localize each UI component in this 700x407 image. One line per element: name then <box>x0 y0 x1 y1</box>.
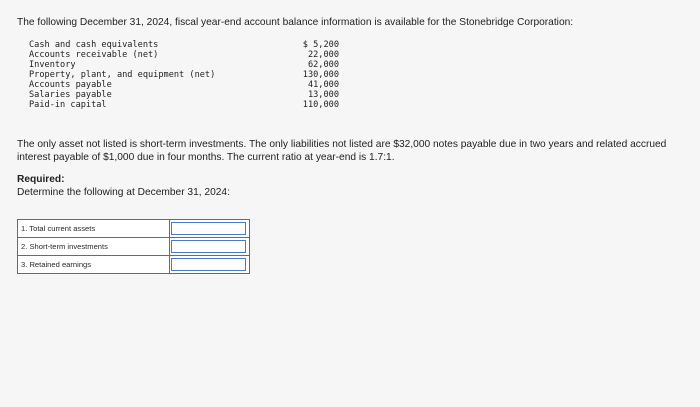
answer-table <box>17 219 250 274</box>
total-current-assets-input[interactable] <box>171 222 246 235</box>
balance-label: Paid-in capital <box>29 100 107 110</box>
balance-label: Accounts payable <box>29 80 112 90</box>
balance-row <box>29 90 339 100</box>
balance-label: Accounts receivable (net) <box>29 50 159 60</box>
balance-label: Cash and cash equivalents <box>29 40 159 50</box>
balance-row <box>29 100 339 110</box>
required-heading: Required: <box>17 174 65 185</box>
answer-row <box>18 256 250 274</box>
balance-label: Property, plant, and equipment (net) <box>29 70 216 80</box>
balance-value: $ 5,200 <box>302 40 339 50</box>
balance-value: 41,000 <box>307 80 339 90</box>
account-balances-list <box>29 40 339 110</box>
balance-row <box>29 60 339 70</box>
answer-input-cell <box>170 256 250 274</box>
answer-row <box>18 220 250 238</box>
answer-label: 3. Retained earnings <box>18 256 170 274</box>
balance-value: 130,000 <box>302 70 339 80</box>
retained-earnings-input[interactable] <box>171 258 246 271</box>
answer-input-cell <box>170 220 250 238</box>
balance-value: 13,000 <box>307 90 339 100</box>
balance-value: 22,000 <box>307 50 339 60</box>
intro-text: The following December 31, 2024, fiscal year-end account balance information is available for the Stonebridge Corporation: <box>17 17 574 28</box>
balance-row <box>29 50 339 60</box>
answer-label: 2. Short-term investments <box>18 238 170 256</box>
balance-label: Inventory <box>29 60 76 70</box>
balance-row <box>29 80 339 90</box>
answer-row <box>18 238 250 256</box>
answer-label: 1. Total current assets <box>18 220 170 238</box>
problem-paragraph: The only asset not listed is short-term investments. The only liabilities not listed are $32,000 notes payable due in two years and related accrued interest payable of $1,000 due in four months. The current ratio at year-end is 1.7:1. <box>17 139 667 163</box>
answer-input-cell <box>170 238 250 256</box>
balance-value: 62,000 <box>307 60 339 70</box>
balance-row <box>29 40 339 50</box>
short-term-investments-input[interactable] <box>171 240 246 253</box>
balance-row <box>29 70 339 80</box>
balance-label: Salaries payable <box>29 90 112 100</box>
required-instructions: Determine the following at December 31, 2024: <box>17 187 230 198</box>
balance-value: 110,000 <box>302 100 339 110</box>
